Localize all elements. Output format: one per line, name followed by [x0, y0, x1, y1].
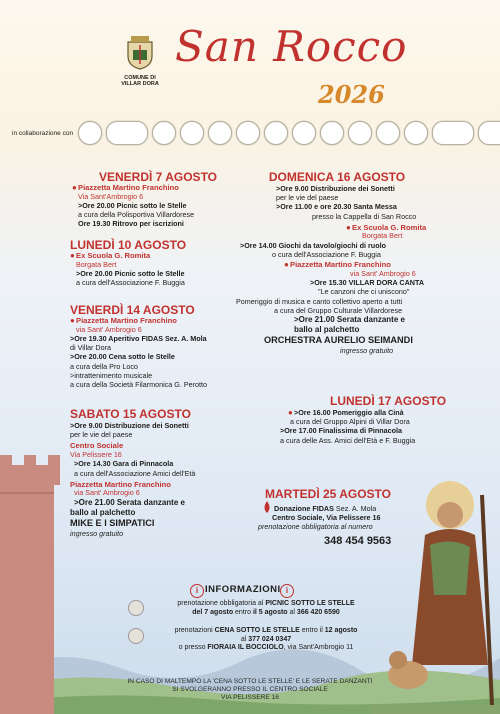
info-text: al [240, 635, 249, 643]
event-mon-10 [70, 238, 250, 287]
day-heading: VENERDÌ 14 AGOSTO [70, 303, 195, 317]
event-line: Centro Sociale, Via Pelissere 16 [272, 513, 381, 523]
event-line: >Ore 21.00 Serata danzante e [294, 315, 405, 325]
day-heading: SABATO 15 AGOSTO [70, 407, 191, 421]
event-line: >Ore 14.30 Gara di Pinnacola [74, 459, 174, 469]
info-text: al [287, 608, 297, 616]
event-line: a cura dell'Associazione Amici dell'Età [74, 468, 196, 478]
event-line: >Ore 19.30 Aperitivo FIDAS Sez. A. Mola [70, 334, 207, 343]
sponsor-logo [128, 600, 144, 616]
tower-illustration [0, 455, 70, 714]
event-fri-7 [68, 170, 248, 229]
info-text: CENA SOTTO LE STELLE [214, 627, 300, 634]
footer-note [85, 678, 415, 702]
info-text: o presso [178, 644, 208, 652]
info-text: 12 agosto [324, 627, 358, 634]
location: Piazzetta Martino Franchino [290, 260, 391, 270]
crest-icon [125, 36, 155, 70]
sponsor-logos [78, 121, 500, 145]
map-pin-icon: ● [72, 183, 77, 192]
address: via Sant' Ambrogio 6 [350, 268, 416, 278]
info-text: FIORAIA IL BOCCIOLO [207, 644, 284, 652]
event-line: a cura del Gruppo Alpini di Villar Dora [290, 417, 410, 427]
event-line: >Ore 11.00 e ore 20.30 Santa Messa [276, 202, 397, 212]
event-line: ballo al palchetto [70, 507, 136, 517]
event-line: >Ore 20.00 Picnic sotto le Stelle [76, 269, 185, 278]
info-text: prenotazioni [174, 627, 215, 634]
blood-drop-icon [262, 501, 272, 513]
event-line: per le vie del paese [276, 193, 339, 203]
header [0, 0, 500, 150]
event-line: a cura della Polisportiva Villardorese [78, 210, 195, 220]
location: Piazzetta Martino Franchino [78, 183, 179, 192]
info-line-picnic [146, 600, 386, 617]
day-heading: DOMENICA 16 AGOSTO [268, 170, 406, 184]
footer-line: IN CASO DI MALTEMPO LA 'CENA SOTTO LE STELLE' E LE SERATE DANZANTI [127, 678, 373, 685]
info-line-cena [146, 627, 386, 653]
footer-line: SI SVOLGERANNO PRESSO IL CENTRO SOCIALE [172, 686, 328, 693]
event-line: >Ore 9.00 Distribuzione dei Sonetti [70, 421, 189, 430]
event-line: o cura dell'Associazione F. Buggia [272, 250, 381, 260]
sponsor-logo [128, 628, 144, 644]
info-icon: i [280, 584, 294, 598]
event-line: >Ore 15.30 VILLAR DORA CANTA [310, 278, 425, 288]
info-text: , via Sant'Ambrogio 11 [283, 644, 354, 652]
info-text: 377 024 0347 [248, 635, 292, 643]
phone-number: 348 454 9563 [324, 534, 392, 547]
map-pin-icon: ● [284, 260, 289, 270]
map-pin-icon: ● [346, 222, 351, 232]
info-text: il 5 agosto [252, 608, 288, 616]
page-year: 2026 [318, 80, 385, 109]
event-line: >Ore 20.00 Cena sotto le Stelle [70, 352, 175, 362]
sponsor-logo [236, 121, 260, 145]
page-title: San Rocco [175, 22, 408, 71]
event-line: MIKE E I SIMPATICI [70, 517, 155, 528]
event-line: >intrattenimento musicale [70, 370, 153, 380]
address: Via Pelissere 16 [70, 450, 122, 459]
event-fri-14 [70, 303, 255, 389]
event-line: prenotazione obbligatoria al numero [258, 522, 373, 532]
sponsor-logo [78, 121, 102, 145]
event-line: >Ore 20.00 Picnic sotto le Stelle [78, 201, 187, 210]
event-line: Pomeriggio di musica e canto collettivo aperto a tutti [236, 296, 403, 306]
comune-logo [110, 36, 170, 87]
event-line: presso la Cappella di San Rocco [312, 211, 417, 221]
address: via Sant' Ambrogio 6 [74, 488, 140, 498]
event-mon-17 [262, 394, 452, 445]
event-tue-25 [248, 487, 408, 548]
address: Borgata Bert [362, 231, 403, 241]
event-sun-16 [232, 170, 442, 355]
event-sat-15 [70, 407, 255, 538]
info-icon: i [190, 584, 204, 598]
map-pin-icon: ● [288, 408, 293, 417]
event-line: "Le canzoni che ci uniscono" [318, 287, 410, 297]
sponsor-logo [208, 121, 232, 145]
day-heading: VENERDÌ 7 AGOSTO [98, 170, 218, 184]
location: Ex Scuola G. Romita [76, 251, 151, 260]
event-line: ballo al palchetto [294, 325, 360, 335]
info-title: INFORMAZIONI [205, 584, 281, 595]
sponsor-logo [432, 121, 474, 145]
sponsor-logo [264, 121, 288, 145]
event-line: a cura della Società Filarmonica G. Perotto [70, 380, 208, 390]
info-text: prenotazione obbligatoria al [177, 600, 266, 607]
logo-text-1: COMUNE DI [124, 75, 156, 81]
location: Centro Sociale [70, 441, 124, 451]
event-line: >Ore 9.00 Distribuzione dei Sonetti [276, 184, 395, 193]
event-line: per le vie del paese [70, 430, 133, 440]
event-line: >Ore 14.00 Giochi da tavolo/giochi di ruolo [240, 240, 386, 250]
map-pin-icon: ● [70, 316, 75, 325]
sponsor-logo [376, 121, 400, 145]
event-line: ingresso gratuito [340, 346, 394, 356]
footer-line: VIA PELISSERE 16 [221, 694, 279, 701]
location: Piazzetta Martino Franchino [70, 479, 171, 489]
sponsor-logo [320, 121, 344, 145]
location: Piazzetta Martino Franchino [76, 316, 177, 325]
address: Via Sant'Ambrogio 6 [78, 191, 144, 201]
info-text: PICNIC SOTTO LE STELLE [265, 600, 355, 607]
event-line: >Ore 16.00 Pomeriggio alla Cinà [294, 408, 404, 417]
day-heading: MARTEDÌ 25 AGOSTO [264, 487, 392, 501]
info-text: 366 420 6590 [296, 608, 340, 616]
event-line: ingresso gratuito [70, 528, 124, 538]
sponsor-logo [404, 121, 428, 145]
address: via Sant' Ambrogio 6 [76, 324, 142, 334]
event-line: ORCHESTRA AURELIO SEIMANDI [264, 335, 413, 346]
sponsor-logo [180, 121, 204, 145]
sponsor-logo [292, 121, 316, 145]
sponsor-logo [106, 121, 148, 145]
day-heading: LUNEDÌ 17 AGOSTO [330, 394, 447, 408]
map-pin-icon: ● [70, 251, 75, 260]
event-line: a cura dell'Associazione F. Buggia [76, 278, 185, 288]
event-line: a cura del Gruppo Culturale Villardorese [274, 305, 403, 315]
event-line: >Ore 21.00 Serata danzante e [74, 497, 185, 507]
event-line: di Villar Dora [70, 343, 112, 353]
event-line: Sez. A. Mola [335, 504, 377, 513]
event-line: a cura delle Ass. Amici dell'Età e F. Buggia [280, 435, 416, 445]
info-text: entro [233, 608, 253, 616]
event-line: a cura della Pro Loco [70, 361, 138, 371]
sponsor-logo [478, 121, 500, 145]
event-line: Ore 19.30 Ritrovo per iscrizioni [78, 219, 184, 229]
info-text: del 7 agosto [192, 608, 234, 616]
event-line: >Ore 17.00 Finalissima di Pinnacola [280, 426, 403, 436]
event-line: Donazione FIDAS [274, 504, 334, 513]
collab-label: in collaborazione con [12, 130, 74, 137]
sponsor-logo [152, 121, 176, 145]
info-text: entro il [299, 627, 325, 634]
sponsor-logo [348, 121, 372, 145]
logo-text-2: VILLAR DORA [121, 81, 159, 87]
day-heading: LUNEDÌ 10 AGOSTO [70, 238, 187, 252]
address: Borgata Bert [76, 259, 117, 269]
location: Ex Scuola G. Romita [352, 222, 427, 232]
